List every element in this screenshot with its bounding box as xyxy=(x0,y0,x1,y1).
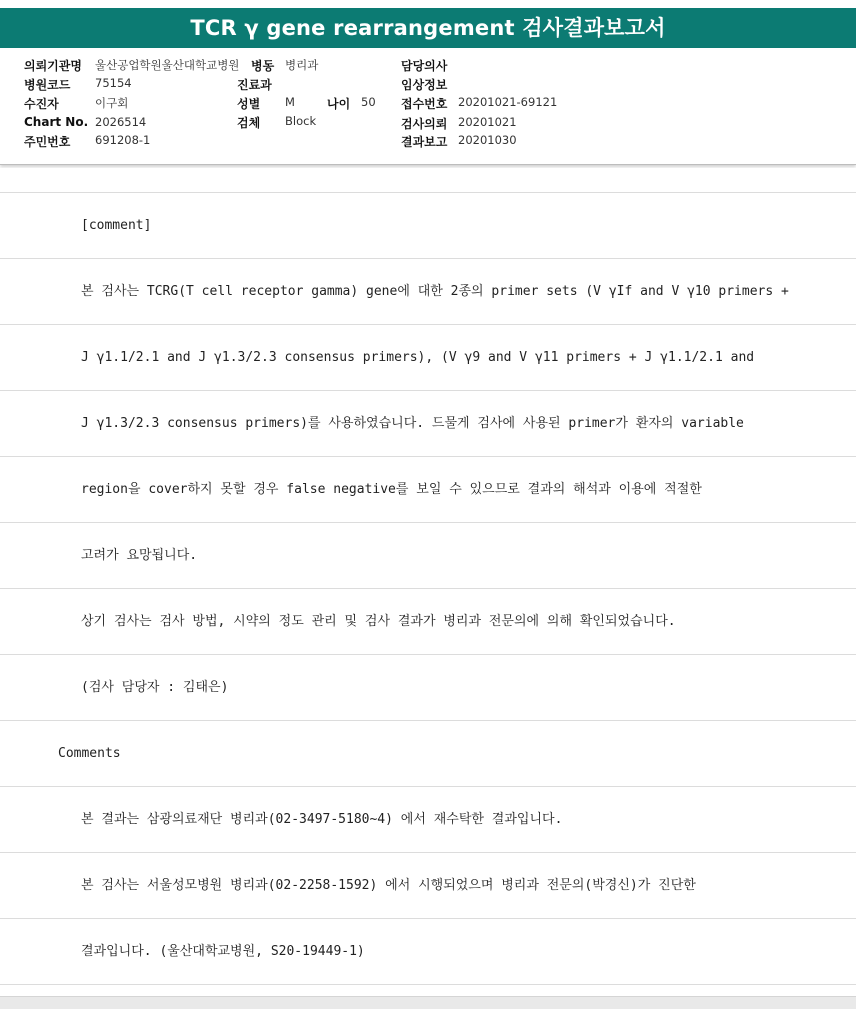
body-line xyxy=(0,787,856,853)
requesting-institution-label: 의뢰기관명 xyxy=(24,59,82,73)
report-body xyxy=(0,168,856,996)
department-label: 진료과 xyxy=(237,78,272,92)
top-margin xyxy=(0,0,856,8)
body-line xyxy=(0,193,856,259)
body-line xyxy=(0,457,856,523)
body-line xyxy=(0,259,856,325)
body-top-spacer xyxy=(0,168,856,193)
attending-label: 담당의사 xyxy=(401,59,448,73)
age-value: 50 xyxy=(361,95,376,109)
patient-info-header xyxy=(0,48,856,165)
body-line-text: 고려가 요망됩니다. xyxy=(81,548,198,563)
hospital-code-value: 75154 xyxy=(95,76,132,90)
body-line-text: 본 검사는 서울성모병원 병리과(02-2258-1592) 에서 시행되었으며 병리과 전문의(박경신)가 진단한 xyxy=(81,878,696,893)
body-line-text: [comment] xyxy=(81,218,152,233)
body-line-text: 상기 검사는 검사 방법, 시약의 정도 관리 및 검사 결과가 병리과 전문의에 의해 확인되었습니다. xyxy=(81,614,676,629)
result-report-label: 결과보고 xyxy=(401,135,448,149)
accession-value: 20201021-69121 xyxy=(458,95,558,109)
chart-no-label: Chart No. xyxy=(24,115,89,129)
patient-value: 이구회 xyxy=(95,96,129,110)
report-title: TCR γ gene rearrangement 검사결과보고서 xyxy=(190,16,666,40)
result-report-value: 20201030 xyxy=(458,133,517,147)
ward-label: 병동 xyxy=(251,59,275,73)
ward-value: 병리과 xyxy=(285,58,319,72)
body-line xyxy=(0,589,856,655)
accession-label: 접수번호 xyxy=(401,97,448,111)
bottom-strip xyxy=(0,996,856,1009)
body-line-text: 본 결과는 삼광의료재단 병리과(02-3497-5180~4) 에서 재수탁한 결과입니다. xyxy=(81,812,563,827)
body-line-text: region을 cover하지 못할 경우 false negative를 보일 수 있으므로 결과의 해석과 이용에 적절한 xyxy=(81,482,702,497)
comments-heading: Comments xyxy=(58,746,121,761)
specimen-value: Block xyxy=(285,114,317,128)
report-title-bar xyxy=(0,8,856,48)
sex-label: 성별 xyxy=(237,97,261,111)
body-line xyxy=(0,853,856,919)
body-line-text: 본 검사는 TCRG(T cell receptor gamma) gene에 대한 2종의 primer sets (V γIf and V γ10 primers + xyxy=(81,284,789,299)
body-line-text: 결과입니다. (울산대학교병원, S20-19449-1) xyxy=(81,944,365,959)
sex-value: M xyxy=(285,95,295,109)
body-line-text: J γ1.3/2.3 consensus primers)를 사용하였습니다. 드물게 검사에 사용된 primer가 환자의 variable xyxy=(81,416,744,431)
body-line xyxy=(0,919,856,985)
body-line xyxy=(0,523,856,589)
resident-no-value: 691208-1 xyxy=(95,133,151,147)
hospital-code-label: 병원코드 xyxy=(24,78,71,92)
patient-label: 수진자 xyxy=(24,97,59,111)
body-line-text: J γ1.1/2.1 and J γ1.3/2.3 consensus primers), (V γ9 and V γ11 primers + J γ1.1/2.1 and xyxy=(81,350,755,365)
clinical-info-label: 임상정보 xyxy=(401,78,448,92)
specimen-label: 검체 xyxy=(237,116,261,130)
body-line xyxy=(0,325,856,391)
body-line xyxy=(0,655,856,721)
body-line xyxy=(0,391,856,457)
body-line-text: (검사 담당자 : 김태은) xyxy=(81,680,229,695)
resident-no-label: 주민번호 xyxy=(24,135,71,149)
age-label: 나이 xyxy=(327,97,351,111)
test-request-value: 20201021 xyxy=(458,115,517,129)
requesting-institution-value: 울산공업학원울산대학교병원 xyxy=(95,58,240,72)
body-line xyxy=(0,721,856,787)
test-request-label: 검사의뢰 xyxy=(401,117,448,131)
chart-no-value: 2026514 xyxy=(95,115,147,129)
